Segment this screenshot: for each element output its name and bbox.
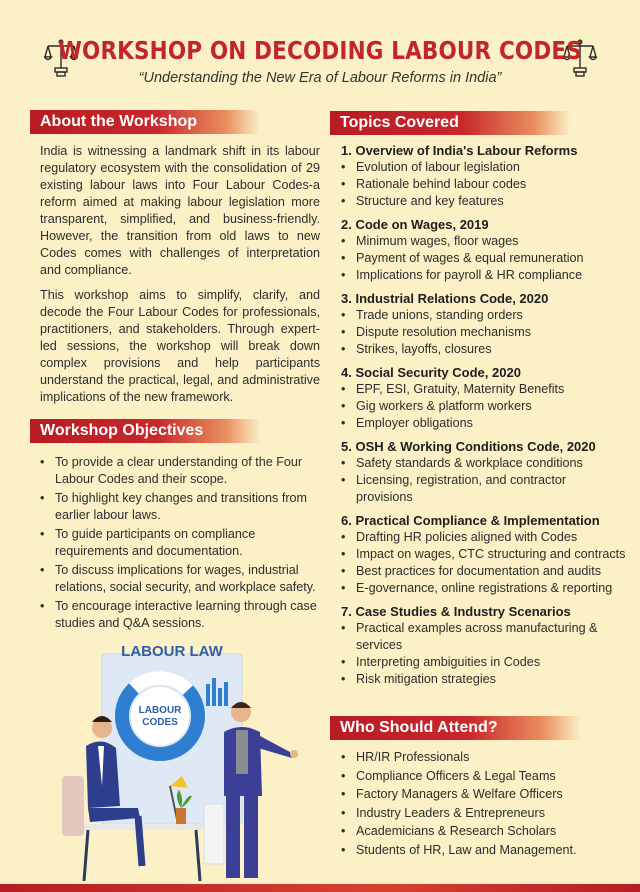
objectives-heading: Workshop Objectives	[30, 419, 260, 443]
labour-law-illustration	[58, 636, 308, 886]
list-item: • Evolution of labour legislation	[341, 159, 626, 176]
topics-heading: Topics Covered	[330, 111, 570, 135]
list-item: • Best practices for documentation and audits	[341, 563, 626, 580]
list-item: • Factory Managers & Welfare Officers	[341, 786, 626, 803]
list-item: • Trade unions, standing orders	[341, 307, 626, 324]
mini-bar	[206, 684, 210, 706]
list-item: • To discuss implications for wages, industrial relations, social security, and workplace safety.	[40, 562, 320, 596]
list-item: • To guide participants on compliance requirements and documentation.	[40, 526, 320, 560]
person-shirt	[236, 730, 248, 774]
topic-heading: 2. Code on Wages, 2019	[341, 217, 489, 232]
page-title: WORKSHOP ON DECODING LABOUR CODES	[58, 36, 582, 65]
list-item: • Academicians & Research Scholars	[341, 823, 626, 840]
person-arm	[258, 736, 292, 758]
list-item: • Safety standards & workplace conditions	[341, 455, 626, 472]
list-item: • Interpreting ambiguities in Codes	[341, 654, 626, 671]
list-item: • Students of HR, Law and Management.	[341, 842, 626, 859]
person-hand	[290, 750, 298, 758]
list-item: • Minimum wages, floor wages	[341, 233, 626, 250]
topic-heading: 6. Practical Compliance & Implementation	[341, 513, 600, 528]
paper-stack-icon	[204, 804, 224, 864]
list-item: • Structure and key features	[341, 193, 626, 210]
chair-back	[62, 776, 84, 836]
board-title: LABOUR LAW	[121, 643, 223, 660]
topic-heading: 7. Case Studies & Industry Scenarios	[341, 604, 571, 619]
objectives-list	[40, 454, 320, 634]
plant-pot-icon	[176, 808, 186, 824]
list-item: • To highlight key changes and transitions from earlier labour laws.	[40, 490, 320, 524]
topic-heading: 3. Industrial Relations Code, 2020	[341, 291, 549, 306]
list-item: • HR/IR Professionals	[341, 749, 626, 766]
topic-heading: 5. OSH & Working Conditions Code, 2020	[341, 439, 596, 454]
list-item: • Drafting HR policies aligned with Codes	[341, 529, 626, 546]
topic-heading: 1. Overview of India's Labour Reforms	[341, 143, 578, 158]
list-item: • Payment of wages & equal remuneration	[341, 250, 626, 267]
ring-label-1: LABOUR	[138, 705, 182, 716]
list-item: • Compliance Officers & Legal Teams	[341, 768, 626, 785]
list-item: • Strikes, layoffs, closures	[341, 341, 626, 358]
list-item: • E-governance, online registrations & reporting	[341, 580, 626, 597]
mini-bar	[212, 678, 216, 706]
list-item: • To encourage interactive learning through case studies and Q&A sessions.	[40, 598, 320, 632]
list-item: • Licensing, registration, and contractor provisions	[341, 472, 626, 506]
about-paragraph-2: This workshop aims to simplify, clarify, and decode the Four Labour Codes for professionals, practitioners, and stakeholders. Through expert-led sessions, the workshop will break down complex provisions and help participants understand the practical, legal, and administrative implications of the new framework.	[40, 288, 320, 404]
who-should-attend-list	[341, 749, 626, 860]
list-item: • Industry Leaders & Entrepreneurs	[341, 805, 626, 822]
about-heading: About the Workshop	[30, 110, 260, 134]
page-subtitle: “Understanding the New Era of Labour Reforms in India”	[138, 70, 502, 86]
list-item: • Employer obligations	[341, 415, 626, 432]
list-item: • Practical examples across manufacturing & services	[341, 620, 626, 654]
list-item: • Risk mitigation strategies	[341, 671, 626, 688]
mini-bar	[218, 688, 222, 706]
list-item: • Implications for payroll & HR compliance	[341, 267, 626, 284]
topic-heading: 4. Social Security Code, 2020	[341, 365, 521, 380]
bottom-bar	[0, 884, 640, 892]
desk-leg	[196, 830, 200, 881]
about-paragraph-1: India is witnessing a landmark shift in its labour regulatory ecosystem with the consolidation of 29 existing labour laws into Four Labour Codes-a reform aimed at making labour legislation more transparent, simplified, and business-friendly. However, the transition from old laws to new Codes comes with challenges of interpretation and compliance.	[40, 144, 320, 277]
desk-leg	[84, 830, 88, 881]
who-should-attend-heading: Who Should Attend?	[330, 716, 580, 740]
person-shin	[138, 816, 142, 866]
list-item: • Gig workers & platform workers	[341, 398, 626, 415]
list-item: • Impact on wages, CTC structuring and contracts	[341, 546, 626, 563]
list-item: • Dispute resolution mechanisms	[341, 324, 626, 341]
list-item: • EPF, ESI, Gratuity, Maternity Benefits	[341, 381, 626, 398]
mini-bar	[224, 682, 228, 706]
donut-center	[131, 687, 189, 745]
topics-list	[341, 142, 626, 688]
list-item: • Rationale behind labour codes	[341, 176, 626, 193]
list-item: • To provide a clear understanding of the Four Labour Codes and their scope.	[40, 454, 320, 488]
ring-label-2: CODES	[142, 717, 178, 728]
person-leg	[244, 796, 258, 878]
person-leg	[226, 796, 240, 878]
